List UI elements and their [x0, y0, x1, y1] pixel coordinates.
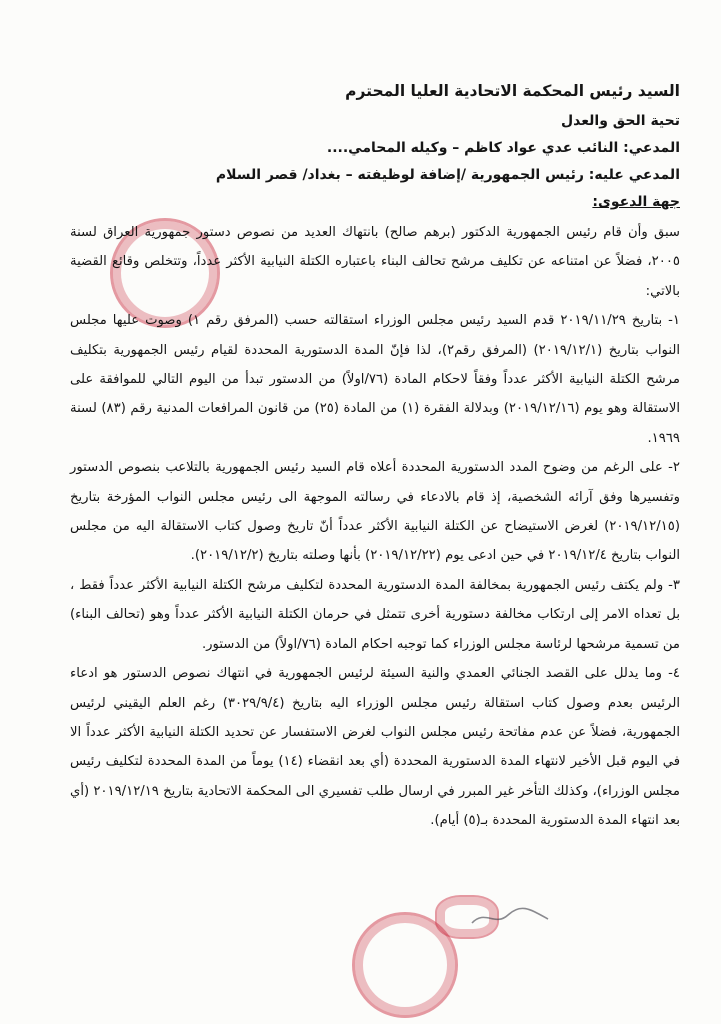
signature-mark [470, 905, 550, 929]
paragraph-2: ٢- على الرغم من وضوح المدد الدستورية المحددة أعلاه قام السيد رئيس الجمهورية بالتلاعب بنصوص الدستور وتفسيرها وفق آرائه الشخصية، إذ قام بالادعاء في رسالته الموجهة الى رئيس مجلس النواب المؤرخة بتاريخ (٢٠١٩/١٢/١٥) لغرض الاستيضاح عن الكتلة النيابية الأكثر عدداً أنّ تاريخ وصول كتاب الاستقالة اليه من مجلس النواب بتاريخ ٢٠١٩/١٢/٤ في حين ادعى يوم (٢٠١٩/١٢/٢٢) بأنها وصلته بتاريخ (٢٠١٩/١٢/٢). [70, 460, 680, 564]
intro-paragraph: سبق وأن قام رئيس الجمهورية الدكتور (برهم صالح) بانتهاك العديد من نصوص دستور جمهورية العراق لسنة ٢٠٠٥، فضلاً عن امتناعه عن تكليف مرشح تحالف البناء باعتباره الكتلة النيابية الأكثر عدداً، وتتخلص وقائع القضية بالاتي: [70, 225, 680, 299]
section-heading: جهة الدعوى: [592, 194, 680, 210]
paragraph-1: ١- بتاريخ ٢٠١٩/١١/٢٩ قدم السيد رئيس مجلس الوزراء استقالته حسب (المرفق رقم ١) وصوت عليها مجلس النواب بتاريخ (٢٠١٩/١٢/١) (المرفق رقم٢)، لذا فإنّ المدة الدستورية المحددة لقيام رئيس الجمهورية بتكليف مرشح الكتلة النيابية الأكثر عدداً وفقاً لاحكام المادة (٧٦/اولاً) من الدستور تبدأ من اليوم التالي للموافقة على الاستقالة وهو يوم (٢٠١٩/١٢/١٦) وبدلالة الفقرة (١) من المادة (٢٥) من قانون المرافعات المدنية رقم (٨٣) لسنة ١٩٦٩. [70, 313, 681, 446]
document-title: السيد رئيس المحكمة الاتحادية العليا المحترم [345, 82, 680, 100]
plaintiff-line: المدعي: النائب عدي عواد كاظم – وكيله المحامي.... [326, 140, 680, 156]
paragraph-4: ٤- وما يدلل على القصد الجنائي العمدي والنية السيئة لرئيس الجمهورية في انتهاك نصوص الدستور هو ادعاء الرئيس بعدم وصول كتاب استقالة رئيس مجلس الوزراء اليه بتاريخ (٣٠٢٩/٩/٤) رغم العلم اليقيني لرئيس الجمهورية، فضلاً عن عدم مفاتحة رئيس مجلس النواب لغرض الاستفسار عن تحديد الكتلة النيابية الأكثر عدداً الا في اليوم قبل الأخير لانتهاء المدة الدستورية المحددة (أي بعد انقضاء (١٤) يوماً من المدة المحددة لتكليف رئيس مجلس الوزراء)، وكذلك التأخر غير المبرر في ارسال طلب تفسيري الى المحكمة الاتحادية بتاريخ ٢٠١٩/١٢/١٩ (أي بعد انتهاء المدة الدستورية المحددة بـ(٥) أيام). [70, 666, 681, 829]
defendant-line: المدعي عليه: رئيس الجمهورية /إضافة لوظيفته – بغداد/ قصر السلام [215, 167, 680, 183]
greeting: تحية الحق والعدل [561, 113, 680, 129]
document-body [70, 80, 680, 836]
paragraph-3: ٣- ولم يكتف رئيس الجمهورية بمخالفة المدة الدستورية المحددة لتكليف مرشح الكتلة النيابية الأكثر عدداً فقط ، بل تعداه الامر إلى ارتكاب مخالفة دستورية أخرى تتمثل في حرمان الكتلة النيابية الأكثر عدداً وهو (تحالف البناء) من تسمية مرشحها لرئاسة مجلس الوزراء كما توجبه احكام المادة (٧٦/اولاً) من الدستور. [70, 577, 680, 652]
